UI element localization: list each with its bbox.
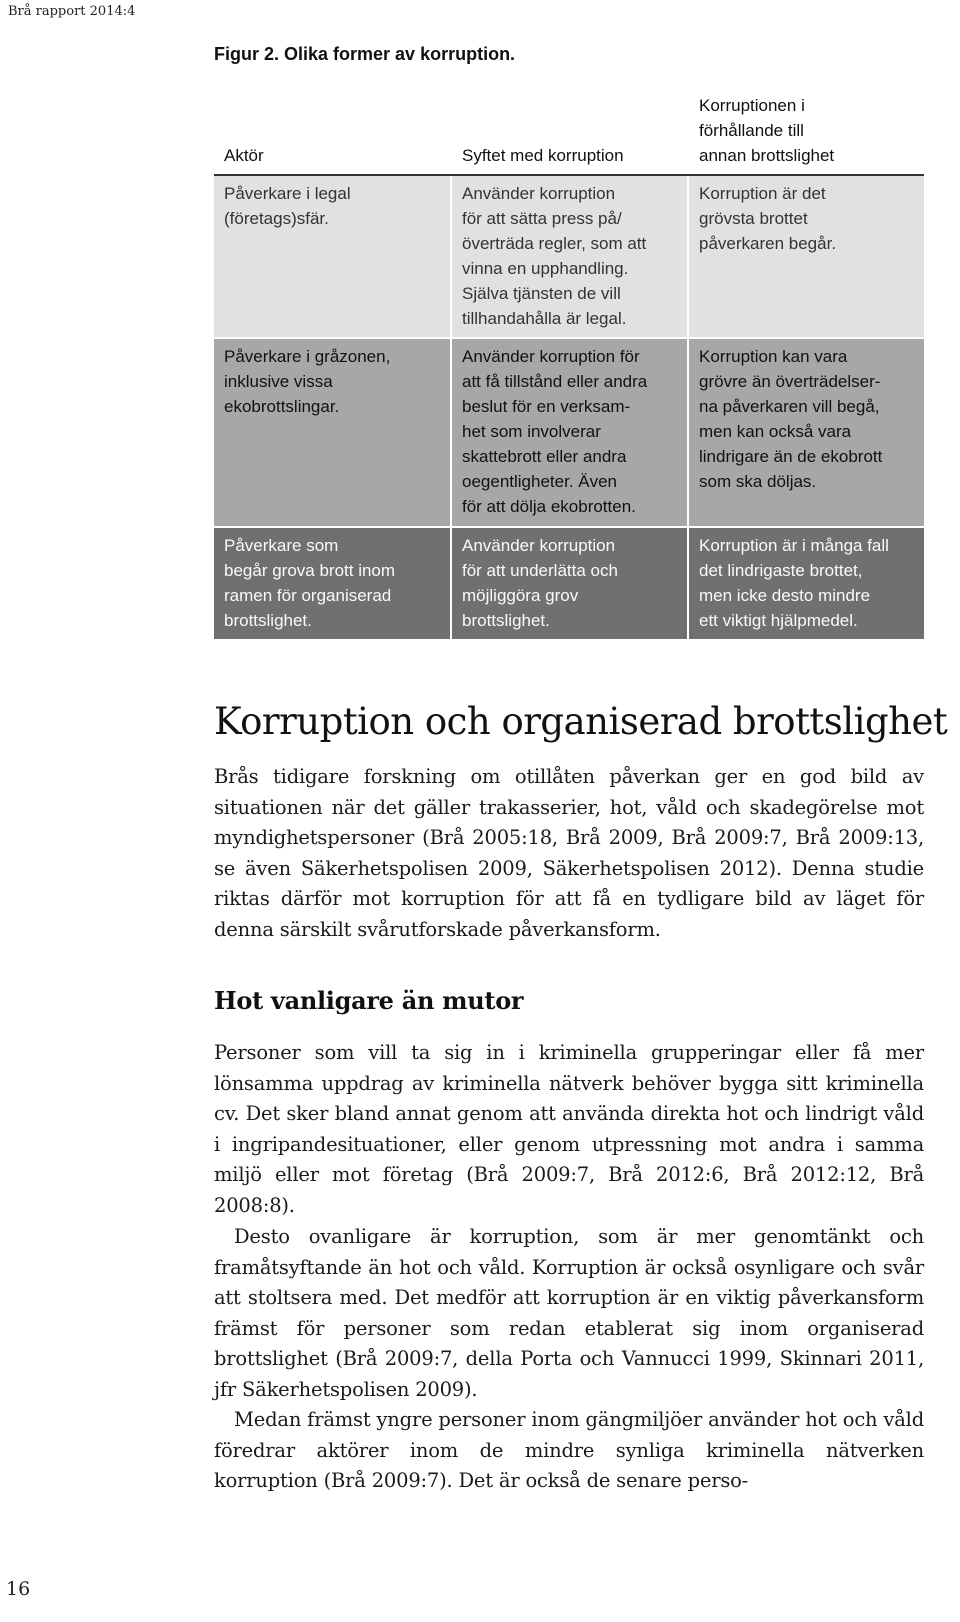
body-paragraph: Medan främst yngre personer inom gängmiljöer använder hot och våld föredrar aktörer inom de mindre synliga kriminella nätverken korruption (Brå 2009:7). Det är också de senare perso-	[214, 1408, 924, 1492]
body-paragraph: Personer som vill ta sig in i kriminella grupperingar eller få mer lönsamma uppdrag av kriminella nätverk behöver bygga sitt kriminella cv. Det sker bland annat genom att använda direkta hot och lindrigt våld i ingripandesituationer, eller genom utpressning mot andra i samma miljö eller mot företag (Brå 2009:7, Brå 2012:6, Brå 2012:12, Brå 2008:8).	[214, 1041, 924, 1217]
table-cell: Använder korruption för att underlätta och möjliggöra grov brottslighet.	[451, 527, 688, 639]
corruption-forms-table	[214, 86, 924, 639]
subsection-heading: Hot vanligare än mutor	[214, 986, 524, 1015]
section-heading: Korruption och organiserad brottslighet	[214, 700, 948, 743]
page-number: 16	[6, 1578, 31, 1600]
table-cell: Använder korruption för att få tillstånd eller andra beslut för en verksam- het som involverar skattebrott eller andra oegentligheter. Även för att dölja ekobrotten.	[451, 338, 688, 527]
table-cell: Korruption kan vara grövre än överträdelser- na påverkaren vill begå, men kan också vara lindrigare än de ekobrott som ska döljas.	[688, 338, 924, 527]
table-cell: Påverkare i gråzonen, inklusive vissa ekobrottslingar.	[214, 338, 451, 527]
table-row	[214, 338, 924, 527]
table-cell: Korruption är det grövsta brottet påverkaren begår.	[688, 175, 924, 338]
header-syftet: Syftet med korruption	[451, 86, 688, 175]
table-cell: Använder korruption för att sätta press på/ överträda regler, som att vinna en upphandling. Själva tjänsten de vill tillhandahålla är legal.	[451, 175, 688, 338]
table-row	[214, 175, 924, 338]
table-row	[214, 527, 924, 639]
figure-title: Figur 2. Olika former av korruption.	[214, 44, 516, 64]
header-aktor: Aktör	[214, 86, 451, 175]
body-paragraph: Brås tidigare forskning om otillåten påverkan ger en god bild av situationen när det gäller trakasserier, hot, våld och skadegörelse mot myndighetspersoner (Brå 2005:18, Brå 2009, Brå 2009:7, Brå 2009:13, se även Säkerhetspolisen 2009, Säkerhetspolisen 2012). Denna studie riktas därför mot korruption för att få en tydligare bild av läget för denna särskilt svårutforskade påverkansform.	[214, 765, 924, 941]
body-paragraph: Desto ovanligare är korruption, som är mer genomtänkt och framåtsyftande än hot och våld. Korruption är också osynligare och svår att stoltsera med. Det medför att korruption är en viktig påverkansform främst för personer som redan etablerat sig inom organiserad brottslighet (Brå 2009:7, della Porta och Vannucci 1999, Skinnari 2011, jfr Säkerhetspolisen 2009).	[214, 1225, 924, 1401]
header-forhallande: Korruptionen i förhållande till annan brottslighet	[688, 86, 924, 175]
table-cell: Påverkare som begår grova brott inom ramen för organiserad brottslighet.	[214, 527, 451, 639]
table-cell: Korruption är i många fall det lindrigaste brottet, men icke desto mindre ett viktigt hjälpmedel.	[688, 527, 924, 639]
running-head: Brå rapport 2014:4	[8, 4, 136, 19]
table-cell: Påverkare i legal (företags)sfär.	[214, 175, 451, 338]
table-header-row	[214, 86, 924, 175]
